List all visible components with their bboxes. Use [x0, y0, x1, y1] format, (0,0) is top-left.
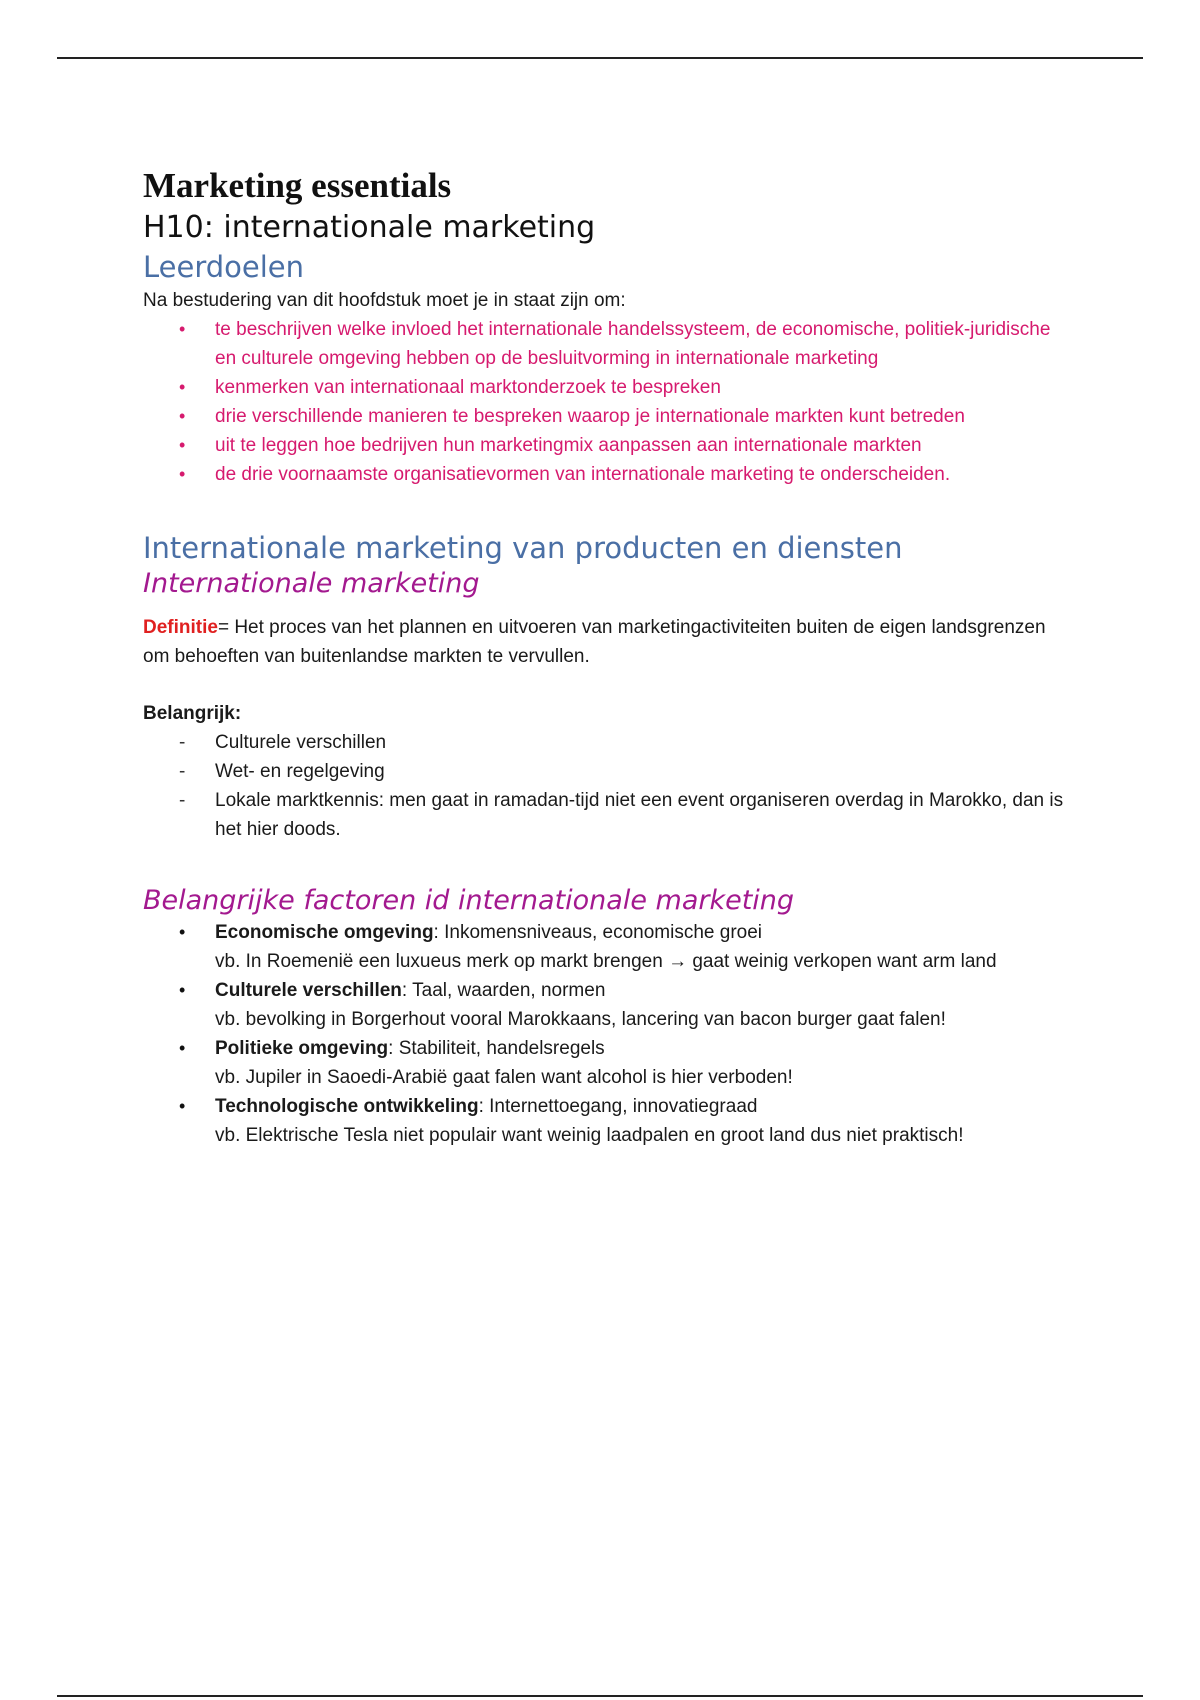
- bullet-icon: •: [179, 377, 186, 397]
- factor-example: vb. Elektrische Tesla niet populair want weinig laadpalen en groot land dus niet praktisch!: [215, 1125, 964, 1146]
- bullet-icon: •: [179, 980, 186, 1000]
- important-item: [143, 728, 1073, 757]
- header-rule: [57, 57, 1143, 59]
- factor-desc: : Inkomensniveaus, economische groei: [433, 922, 763, 943]
- factor-example: vb. Jupiler in Saoedi-Arabië gaat falen want alcohol is hier verboden!: [215, 1067, 793, 1088]
- important-text: Lokale marktkennis: men gaat in ramadan-tijd niet een event organiseren overdag in Marokko, dan is het hier doods.: [215, 790, 1064, 840]
- goals-list: [143, 315, 1073, 489]
- chapter-title: H10: internationale marketing: [143, 210, 596, 245]
- important-label: [143, 699, 1073, 728]
- important-label-text: Belangrijk:: [143, 703, 242, 724]
- factor-item: [143, 918, 1073, 976]
- important-item: [143, 757, 1073, 786]
- factor-desc: : Taal, waarden, normen: [401, 980, 606, 1001]
- factor-item: [143, 1092, 1073, 1150]
- bullet-icon: •: [179, 1038, 186, 1058]
- goal-item: [143, 402, 1073, 431]
- dash-icon: -: [179, 761, 186, 782]
- goal-item: [143, 431, 1073, 460]
- goal-item: [143, 460, 1073, 489]
- page-content: [143, 164, 1073, 1150]
- section-subheading: Internationale marketing: [143, 568, 480, 599]
- factor-desc: : Internettoegang, innovatiegraad: [478, 1096, 758, 1117]
- goal-text: te beschrijven welke invloed het internationale handelssysteem, de economische, politiek-juridische en culturele omgeving hebben op de besluitvorming in internationale marketing: [215, 319, 1051, 369]
- factor-example: vb. In Roemenië een luxueus merk op markt brengen → gaat weinig verkopen want arm land: [215, 951, 997, 972]
- factors-heading: Belangrijke factoren id internationale marketing: [143, 885, 795, 916]
- dash-icon: -: [179, 790, 186, 811]
- definition: [143, 613, 1073, 671]
- definition-text: = Het proces van het plannen en uitvoeren van marketingactiviteiten buiten de eigen landsgrenzen om behoeften van buitenlandse markten te vervullen.: [143, 617, 1046, 667]
- bullet-icon: •: [179, 435, 186, 455]
- bullet-icon: •: [179, 319, 186, 339]
- important-list: [143, 728, 1073, 844]
- bullet-icon: •: [179, 406, 186, 426]
- factor-term: Culturele verschillen: [215, 980, 402, 1001]
- goals-intro: Na bestudering van dit hoofdstuk moet je in staat zijn om:: [143, 290, 626, 311]
- goal-text: kenmerken van internationaal marktonderzoek te bespreken: [215, 377, 721, 398]
- footer-rule: [57, 1695, 1143, 1697]
- goals-heading: Leerdoelen: [143, 250, 305, 284]
- goal-text: de drie voornaamste organisatievormen van internationale marketing te onderscheiden.: [215, 464, 951, 485]
- factor-term: Politieke omgeving: [215, 1038, 389, 1059]
- factor-item: [143, 1034, 1073, 1092]
- factors-list: [143, 918, 1073, 1150]
- factor-term: Technologische ontwikkeling: [215, 1096, 479, 1117]
- dash-icon: -: [179, 732, 186, 753]
- goal-item: [143, 315, 1073, 373]
- bullet-icon: •: [179, 464, 186, 484]
- goal-text: drie verschillende manieren te bespreken waarop je internationale markten kunt betreden: [215, 406, 965, 427]
- important-text: Culturele verschillen: [215, 732, 387, 753]
- factor-desc: : Stabiliteit, handelsregels: [388, 1038, 605, 1059]
- bullet-icon: •: [179, 1096, 186, 1116]
- important-item: [143, 786, 1073, 844]
- goal-text: uit te leggen hoe bedrijven hun marketingmix aanpassen aan internationale markten: [215, 435, 922, 456]
- important-text: Wet- en regelgeving: [215, 761, 385, 782]
- factor-example: vb. bevolking in Borgerhout vooral Marokkaans, lancering van bacon burger gaat falen!: [215, 1009, 946, 1030]
- goal-item: [143, 373, 1073, 402]
- definition-label: Definitie: [143, 617, 218, 638]
- section-heading: Internationale marketing van producten en diensten: [143, 531, 903, 565]
- bullet-icon: •: [179, 922, 186, 942]
- document-title: Marketing essentials: [143, 166, 452, 205]
- factor-term: Economische omgeving: [215, 922, 434, 943]
- factor-item: [143, 976, 1073, 1034]
